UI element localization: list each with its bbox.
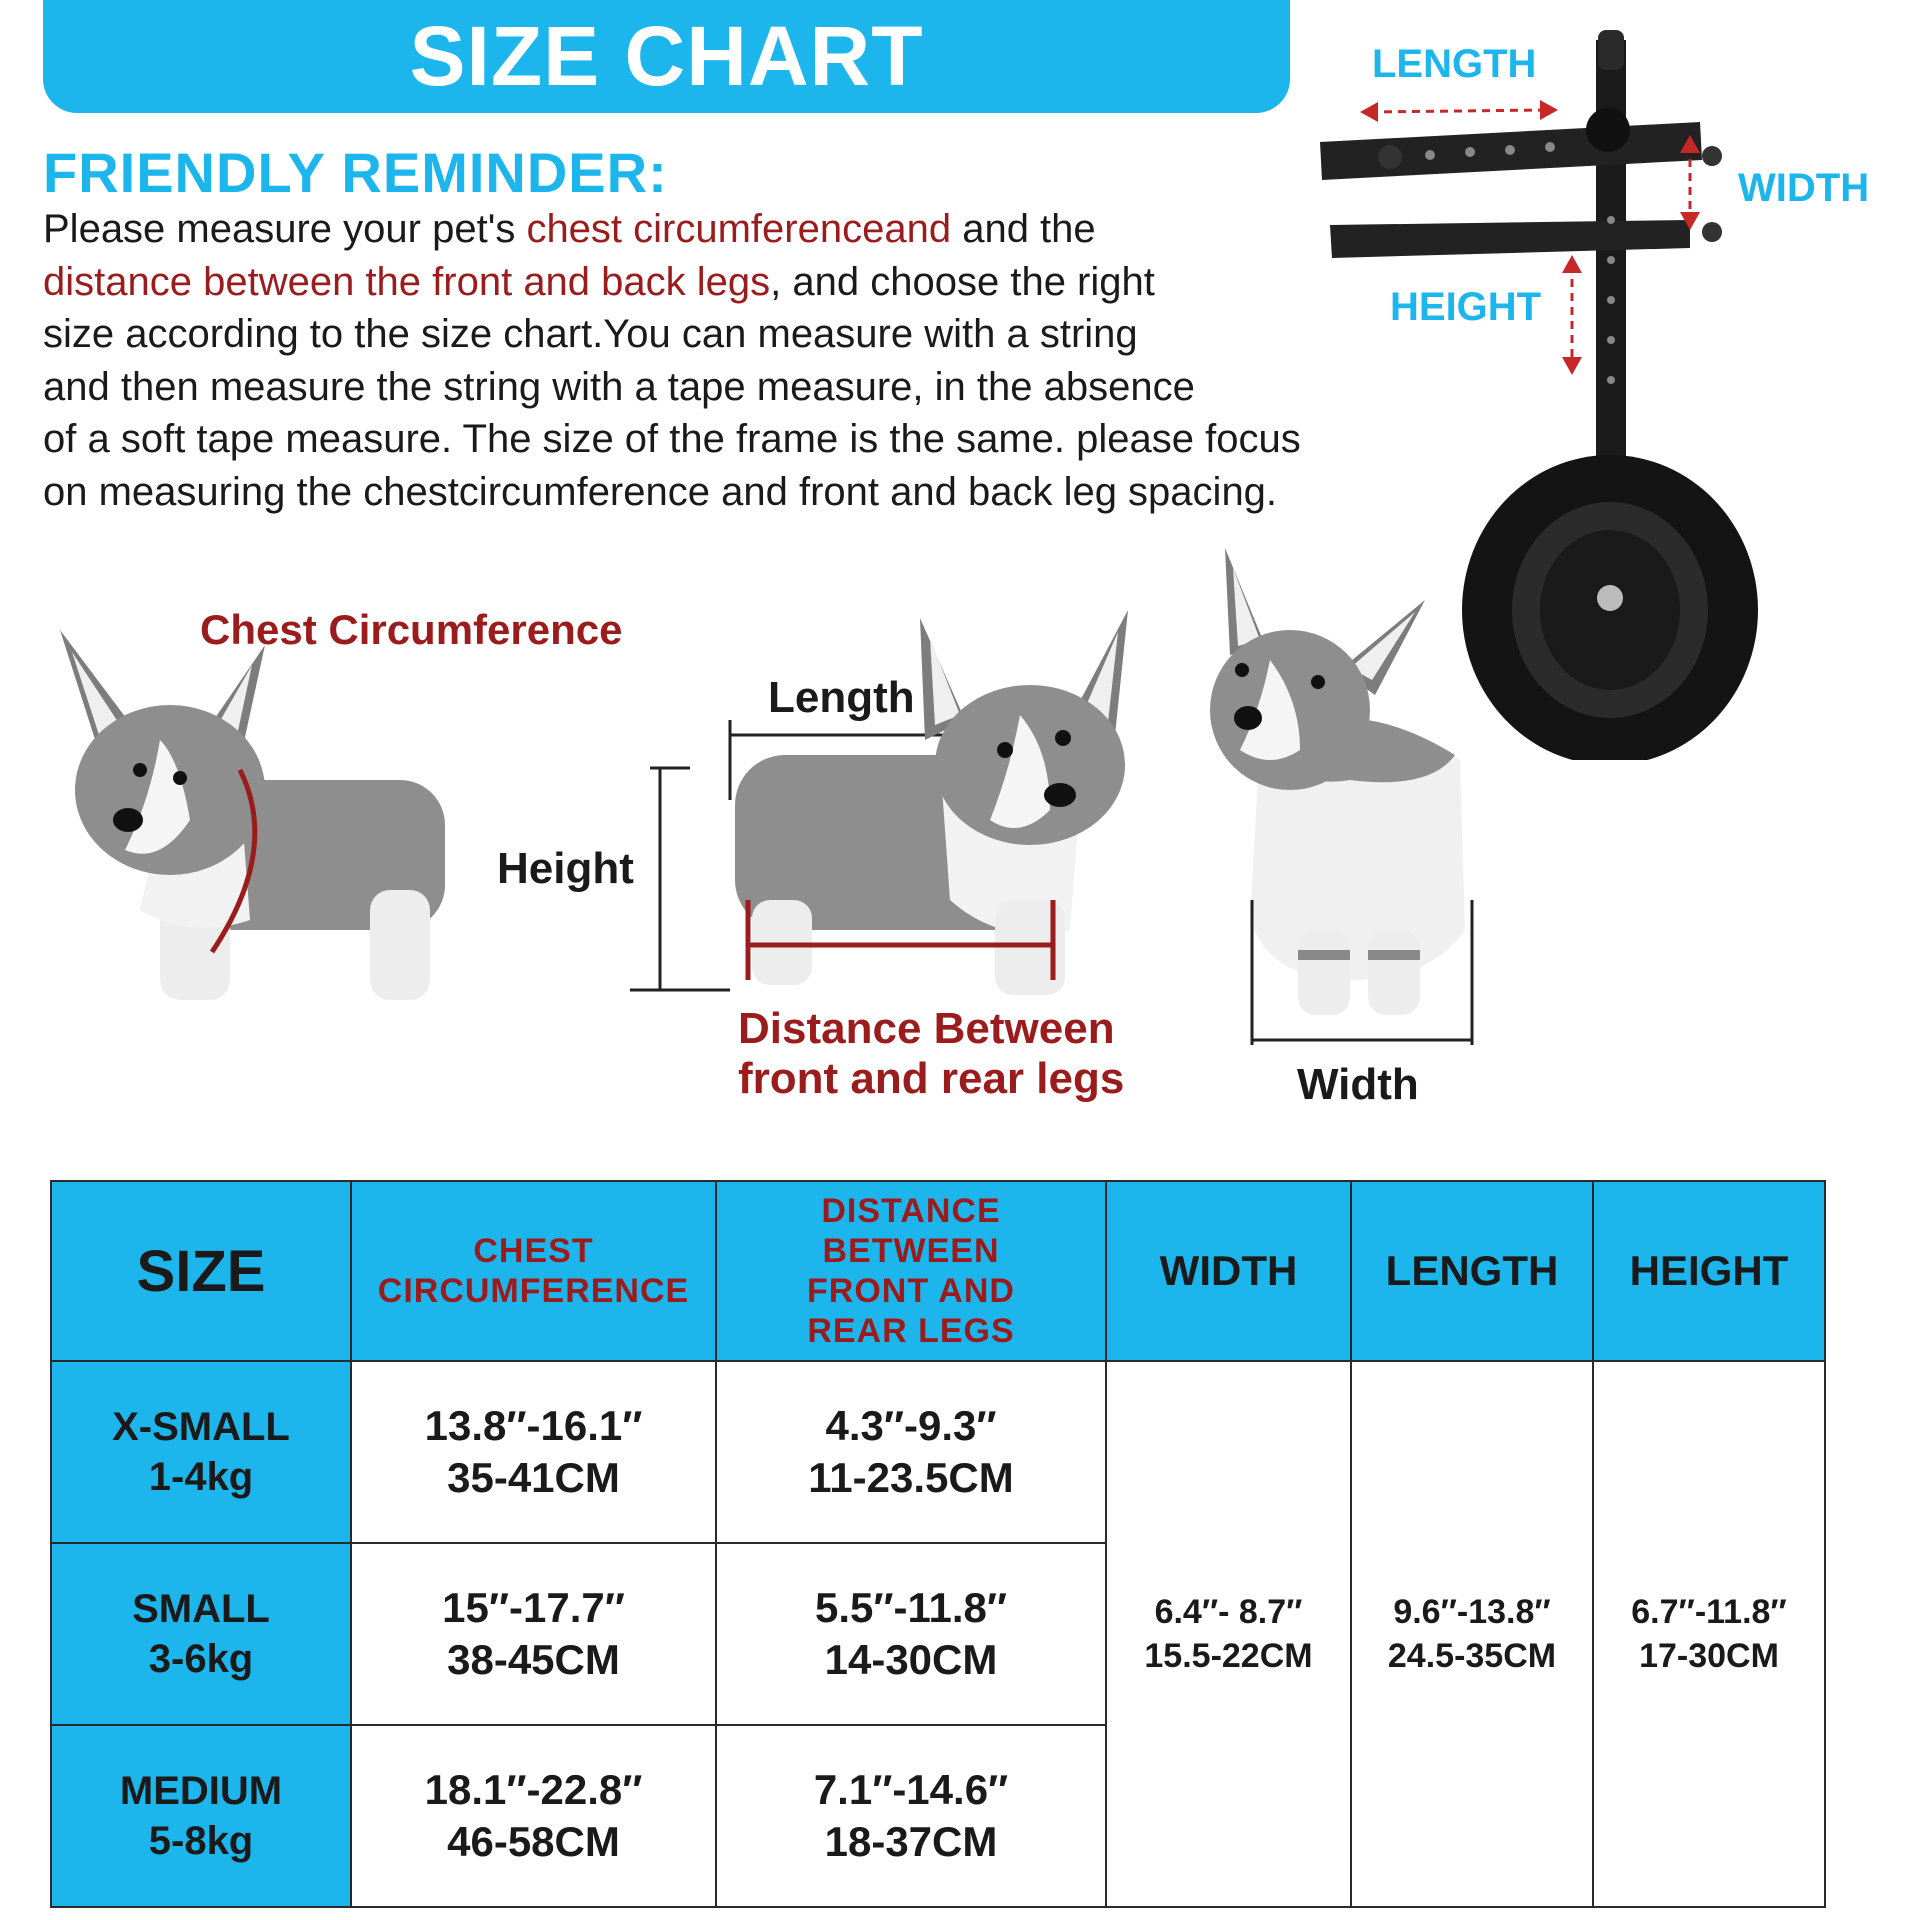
header-length: LENGTH [1351,1181,1593,1361]
distance-label-line: Distance Between [738,1004,1115,1053]
header-height: HEIGHT [1593,1181,1825,1361]
header-line: BETWEEN [822,1232,1000,1270]
width-inches: 6.4″- 8.7″ [1154,1593,1303,1631]
header-width: WIDTH [1106,1181,1351,1361]
size-name: X-SMALL [112,1405,290,1449]
size-name: MEDIUM [119,1769,283,1813]
header-line: FRONT AND [807,1272,1015,1310]
reminder-line: size according to the size chart.You can measure with a string [43,312,1138,356]
frame-height-label: HEIGHT [1390,285,1542,329]
height-label: Height [497,844,634,893]
height-cm: 17-30CM [1639,1637,1779,1675]
height-inches: 6.7″-11.8″ [1631,1593,1787,1631]
reminder-highlight: chest circumferenceand [526,207,952,251]
reminder-line: and then measure the string with a tape measure, in the absence [43,364,1195,409]
chest-inches: 13.8″-16.1″ [424,1402,643,1449]
length-inches: 9.6″-13.8″ [1393,1593,1551,1631]
frame-length-label: LENGTH [1372,42,1537,86]
header-line: CIRCUMFERENCE [377,1272,690,1310]
height-cell [1593,1361,1825,1907]
length-label: Length [768,673,915,722]
header-chest-circumference [351,1181,716,1361]
reminder-line: of a soft tape measure. The size of the frame is the same. please focus [43,417,1301,461]
size-cell [51,1361,351,1543]
size-cell [51,1543,351,1725]
reminder-line [43,256,1493,309]
chest-cell [351,1725,716,1907]
distance-cm: 18-37CM [824,1818,998,1865]
corgi-rear-image [1200,540,1500,1060]
reminder-text-part: , and choose the right [770,259,1155,304]
corgi-chest-image [40,620,470,1020]
reminder-text-part: Please measure your pet's [43,207,527,251]
reminder-text-part: and the [951,207,1096,251]
distance-inches: 5.5″-11.8″ [814,1584,1008,1631]
header-size: SIZE [51,1181,351,1361]
size-table [50,1180,1826,1908]
header-line: REAR LEGS [807,1312,1015,1350]
table-header-row [51,1181,1825,1361]
header-line: DISTANCE [821,1192,1001,1230]
distance-inches: 7.1″-14.6″ [813,1766,1009,1813]
chest-inches: 15″-17.7″ [442,1584,625,1631]
size-weight: 1-4kg [148,1455,254,1499]
page-title: SIZE CHART [409,9,924,103]
distance-cm: 14-30CM [824,1636,998,1683]
length-cell [1351,1361,1593,1907]
size-weight: 5-8kg [148,1819,254,1863]
size-weight: 3-6kg [148,1637,254,1681]
chest-cm: 38-45CM [447,1636,620,1683]
table-row [51,1361,1825,1543]
header-distance [716,1181,1106,1361]
length-cm: 24.5-35CM [1387,1637,1557,1675]
distance-cm: 11-23.5CM [808,1454,1014,1501]
corgi-side-image [720,600,1160,1000]
reminder-text [43,203,1493,518]
width-label: Width [1297,1060,1419,1109]
distance-between-legs-label [738,1004,1124,1104]
chest-inches: 18.1″-22.8″ [424,1766,643,1813]
size-cell [51,1725,351,1907]
frame-width-label: WIDTH [1738,166,1870,210]
distance-label-line: front and rear legs [738,1054,1125,1103]
distance-inches: 4.3″-9.3″ [825,1402,997,1449]
width-cell [1106,1361,1351,1907]
chest-circumference-label: Chest Circumference [200,606,623,653]
distance-cell [716,1543,1106,1725]
width-cm: 15.5-22CM [1144,1637,1313,1675]
reminder-line [43,203,1493,256]
reminder-highlight: distance between the front and back legs [43,259,771,304]
reminder-heading: FRIENDLY REMINDER: [43,141,668,204]
distance-cell [716,1725,1106,1907]
chest-cm: 46-58CM [447,1818,620,1865]
chest-cell [351,1361,716,1543]
reminder-line: on measuring the chestcircumference and front and back leg spacing. [43,469,1278,514]
distance-cell [716,1361,1106,1543]
size-name: SMALL [132,1587,270,1631]
chest-cell [351,1543,716,1725]
header-line: CHEST [473,1232,594,1270]
chest-cm: 35-41CM [447,1454,620,1501]
